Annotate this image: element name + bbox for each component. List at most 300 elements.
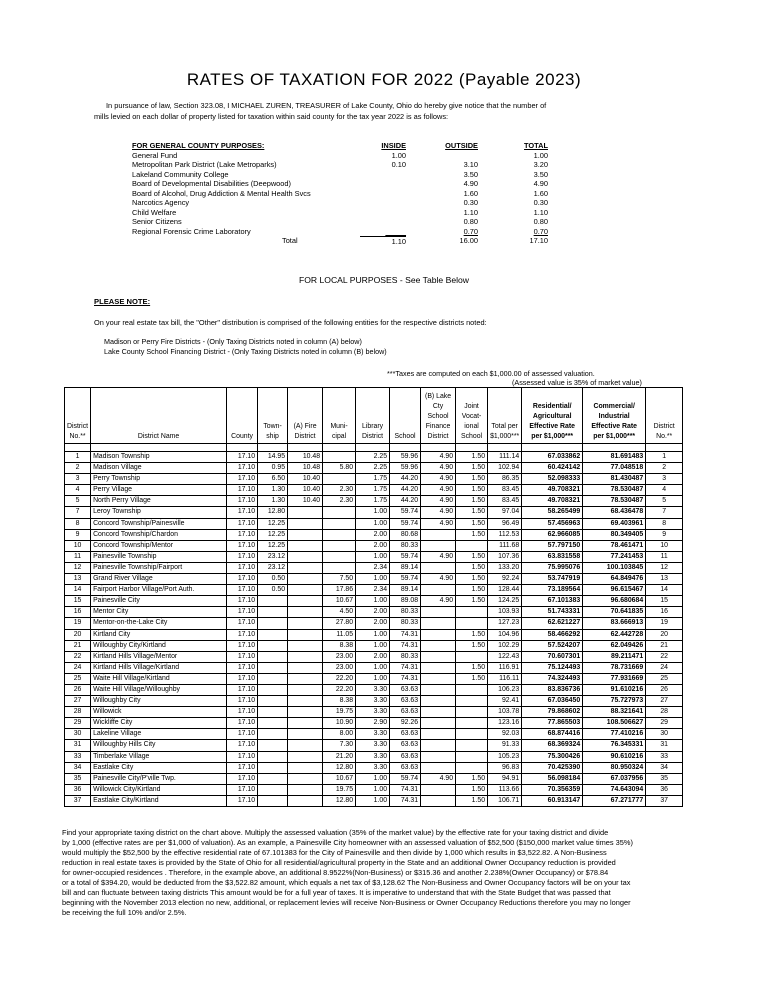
table-row xyxy=(65,651,683,662)
table-cell: 36 xyxy=(646,784,683,795)
table-cell xyxy=(421,607,456,618)
general-total-cell: 1.00 xyxy=(533,150,548,160)
table-cell: 74.324493 xyxy=(522,673,583,684)
table-cell: 67.033862 xyxy=(522,452,583,463)
table-cell: 106.71 xyxy=(488,795,522,806)
table-cell xyxy=(288,596,323,607)
table-cell: 77.241453 xyxy=(583,551,646,562)
table-cell: 81.691483 xyxy=(583,452,646,463)
table-cell: 25 xyxy=(646,673,683,684)
table-cell: 4 xyxy=(646,485,683,496)
table-row xyxy=(65,618,683,629)
table-cell: 44.20 xyxy=(390,485,421,496)
table-cell xyxy=(258,729,288,740)
intro-line-1: In pursuance of law, Section 323.08, I MICHAEL ZUREN, TREASURER of Lake County, Ohio do hereby give notice that the number of xyxy=(106,101,547,110)
table-cell xyxy=(288,762,323,773)
table-cell: 17.10 xyxy=(227,707,258,718)
table-cell: 19.75 xyxy=(323,707,356,718)
table-cell: 7.30 xyxy=(323,740,356,751)
intro-line-2: mills levied on each dollar of property listed for taxation within said county for the tax year 2022 is as follows: xyxy=(94,112,449,121)
table-cell: 1.50 xyxy=(456,784,488,795)
table-cell: 21 xyxy=(646,640,683,651)
table-cell xyxy=(288,740,323,751)
table-cell: 1.50 xyxy=(456,518,488,529)
table-cell xyxy=(456,718,488,729)
table-cell xyxy=(421,729,456,740)
table-header-cell: District Name xyxy=(91,388,227,444)
table-cell: 12.80 xyxy=(323,762,356,773)
table-cell: 63.63 xyxy=(390,707,421,718)
general-row xyxy=(132,208,552,218)
table-cell: 1.50 xyxy=(456,795,488,806)
table-cell: 8.38 xyxy=(323,696,356,707)
table-cell: 15 xyxy=(646,596,683,607)
table-cell: Perry Village xyxy=(91,485,227,496)
table-cell: 96.615467 xyxy=(583,585,646,596)
table-cell: 74.31 xyxy=(390,795,421,806)
table-cell: 80.349405 xyxy=(583,529,646,540)
table-cell: 83.45 xyxy=(488,485,522,496)
table-cell: 104.96 xyxy=(488,629,522,640)
table-cell: 62.442728 xyxy=(583,629,646,640)
general-total-label: Total xyxy=(282,236,298,245)
table-cell: 35 xyxy=(65,773,91,784)
table-cell: 24 xyxy=(65,662,91,673)
table-cell: 17.10 xyxy=(227,518,258,529)
table-cell: 2 xyxy=(65,463,91,474)
table-cell: 6.50 xyxy=(258,474,288,485)
table-cell: 69.403961 xyxy=(583,518,646,529)
table-cell: Mentor City xyxy=(91,607,227,618)
table-cell: 5 xyxy=(646,496,683,507)
table-cell: 124.25 xyxy=(488,596,522,607)
table-row xyxy=(65,474,683,485)
table-cell: 1.50 xyxy=(456,574,488,585)
table-cell: 22.20 xyxy=(323,684,356,695)
table-cell: Painesville Township xyxy=(91,551,227,562)
table-cell: 17.10 xyxy=(227,529,258,540)
general-total-cell: 0.70 xyxy=(533,226,548,236)
table-cell: 17.10 xyxy=(227,662,258,673)
table-cell: 83.836736 xyxy=(522,684,583,695)
table-cell xyxy=(288,729,323,740)
table-cell: 5 xyxy=(65,496,91,507)
intro-paragraph xyxy=(94,100,694,122)
table-cell: 17.10 xyxy=(227,640,258,651)
table-cell xyxy=(456,729,488,740)
table-cell xyxy=(421,684,456,695)
table-cell xyxy=(456,684,488,695)
table-cell xyxy=(421,562,456,573)
table-cell xyxy=(323,452,356,463)
table-row xyxy=(65,740,683,751)
table-cell xyxy=(258,640,288,651)
table-cell xyxy=(421,529,456,540)
table-row xyxy=(65,452,683,463)
table-cell xyxy=(323,540,356,551)
table-cell: Kirtland City xyxy=(91,629,227,640)
table-header-cell: Commercial/ Industrial Effective Rate per $1,000*** xyxy=(583,388,646,444)
table-cell: 97.04 xyxy=(488,507,522,518)
table-cell xyxy=(288,585,323,596)
table-cell xyxy=(288,551,323,562)
table-cell: 19.75 xyxy=(323,784,356,795)
table-cell: Grand River Village xyxy=(91,574,227,585)
table-cell: Leroy Township xyxy=(91,507,227,518)
table-header-cell: School xyxy=(390,388,421,444)
table-cell xyxy=(258,696,288,707)
general-total-total: 17.10 xyxy=(529,236,548,245)
table-cell: Eastlake City/Kirtland xyxy=(91,795,227,806)
table-header-cell: Joint Vocat-ional School xyxy=(456,388,488,444)
table-cell: 1.50 xyxy=(456,629,488,640)
table-cell xyxy=(258,795,288,806)
table-cell: 21 xyxy=(65,640,91,651)
table-header-row xyxy=(65,388,683,444)
table-cell: 105.23 xyxy=(488,751,522,762)
table-cell xyxy=(421,707,456,718)
table-cell xyxy=(323,562,356,573)
assessed-value-note: (Assessed value is 35% of market value) xyxy=(512,378,642,387)
general-outside-cell: 0.30 xyxy=(463,198,478,207)
table-cell: 17.86 xyxy=(323,585,356,596)
explanation-line: for owner-occupied residences . Therefore, in the example above, an additional 8.9522%(Non-Business) or $315.36 and another 2.238%(Owner Occupancy) or $78.84 xyxy=(62,868,609,877)
table-cell: 25 xyxy=(65,673,91,684)
general-total-cell: 1.10 xyxy=(533,207,548,217)
table-cell: 58.466292 xyxy=(522,629,583,640)
table-row xyxy=(65,485,683,496)
general-row xyxy=(132,227,552,237)
table-cell: 10.67 xyxy=(323,773,356,784)
table-cell xyxy=(288,718,323,729)
table-cell: 75.300426 xyxy=(522,751,583,762)
table-cell: Fairport Harbor Village/Port Auth. xyxy=(91,585,227,596)
table-row xyxy=(65,463,683,474)
table-cell: 24 xyxy=(646,662,683,673)
table-cell: 12.25 xyxy=(258,540,288,551)
table-cell: 67.271777 xyxy=(583,795,646,806)
table-cell: 59.74 xyxy=(390,773,421,784)
table-cell: 7 xyxy=(65,507,91,518)
table-row xyxy=(65,540,683,551)
table-cell xyxy=(288,529,323,540)
table-cell: 8 xyxy=(65,518,91,529)
table-cell: 27 xyxy=(646,696,683,707)
table-cell: 7.50 xyxy=(323,574,356,585)
table-row xyxy=(65,496,683,507)
table-cell: 2.34 xyxy=(356,585,390,596)
table-cell: Madison Village xyxy=(91,463,227,474)
table-cell: 83.666913 xyxy=(583,618,646,629)
table-cell: 86.35 xyxy=(488,474,522,485)
table-cell: 27 xyxy=(65,696,91,707)
table-cell: Waite Hill Village/Kirtland xyxy=(91,673,227,684)
table-cell: 1.50 xyxy=(456,551,488,562)
table-cell xyxy=(258,718,288,729)
table-cell: 112.53 xyxy=(488,529,522,540)
general-label-cell: Regional Forensic Crime Laboratory xyxy=(132,226,251,236)
general-outside-cell: 0.80 xyxy=(463,217,478,226)
explanation-line: would multiply the $52,500 by the effective residential rate of 67.101383 for the City of Painesville and then divide by 1,000 which results in $3,522.82. A Non-Business xyxy=(62,848,607,857)
explanation-line: be receiving the full 10% and/or 2.5%. xyxy=(62,908,187,917)
table-cell: 70.641835 xyxy=(583,607,646,618)
table-row xyxy=(65,718,683,729)
table-cell: 107.36 xyxy=(488,551,522,562)
table-cell: 63.63 xyxy=(390,762,421,773)
table-cell: 2.30 xyxy=(323,485,356,496)
table-cell: 62.049426 xyxy=(583,640,646,651)
table-cell xyxy=(288,540,323,551)
general-row xyxy=(132,189,552,199)
table-cell xyxy=(288,707,323,718)
table-cell: 28 xyxy=(646,707,683,718)
table-cell: 17.10 xyxy=(227,618,258,629)
table-cell: 75.727973 xyxy=(583,696,646,707)
general-header-row xyxy=(132,141,552,151)
table-cell: 1.30 xyxy=(258,485,288,496)
table-cell: 128.44 xyxy=(488,585,522,596)
table-cell: Concord Township/Painesville xyxy=(91,518,227,529)
table-cell: 33 xyxy=(65,751,91,762)
table-cell: 1.75 xyxy=(356,485,390,496)
table-cell: 1 xyxy=(65,452,91,463)
table-cell xyxy=(288,684,323,695)
table-cell: Madison Township xyxy=(91,452,227,463)
table-cell: 1 xyxy=(646,452,683,463)
table-cell: 2.25 xyxy=(356,452,390,463)
table-cell: 4.90 xyxy=(421,551,456,562)
table-cell: 8.38 xyxy=(323,640,356,651)
table-cell: Eastlake City xyxy=(91,762,227,773)
table-cell xyxy=(456,607,488,618)
table-cell: 1.00 xyxy=(356,784,390,795)
table-cell: 57.524207 xyxy=(522,640,583,651)
table-cell: 17.10 xyxy=(227,496,258,507)
table-cell: 89.14 xyxy=(390,562,421,573)
table-cell: 30 xyxy=(65,729,91,740)
table-cell: 77.865503 xyxy=(522,718,583,729)
table-cell: 75.124493 xyxy=(522,662,583,673)
local-purposes-heading: FOR LOCAL PURPOSES - See Table Below xyxy=(298,275,470,285)
table-cell xyxy=(421,795,456,806)
table-cell: 1.50 xyxy=(456,585,488,596)
table-cell: 80.33 xyxy=(390,651,421,662)
table-cell: 17.10 xyxy=(227,551,258,562)
table-cell: Timberlake Village xyxy=(91,751,227,762)
general-total-cell: 3.20 xyxy=(533,160,548,169)
table-cell: 67.036450 xyxy=(522,696,583,707)
table-cell: 1.00 xyxy=(356,773,390,784)
table-cell: 16 xyxy=(646,607,683,618)
general-total-row xyxy=(132,236,552,246)
table-cell: 23.12 xyxy=(258,551,288,562)
table-cell: 74.31 xyxy=(390,673,421,684)
general-total-cell: 0.80 xyxy=(533,217,548,226)
table-cell: 4.90 xyxy=(421,474,456,485)
table-header-cell: (A) Fire District xyxy=(288,388,323,444)
table-cell: 17.10 xyxy=(227,740,258,751)
table-cell: 59.96 xyxy=(390,452,421,463)
general-outside-cell: 4.90 xyxy=(463,179,478,188)
table-cell: Willoughby City xyxy=(91,696,227,707)
general-row xyxy=(132,160,552,170)
general-label-cell: Board of Alcohol, Drug Addiction & Mental Health Svcs xyxy=(132,188,311,198)
table-cell: 13 xyxy=(65,574,91,585)
table-cell: 89.08 xyxy=(390,596,421,607)
table-cell: Willowick City/Kirtland xyxy=(91,784,227,795)
explanation-paragraph xyxy=(62,828,716,918)
table-cell xyxy=(288,696,323,707)
table-cell: 79.868602 xyxy=(522,707,583,718)
rates-table xyxy=(64,387,683,807)
table-cell: Concord Township/Mentor xyxy=(91,540,227,551)
table-cell: 9 xyxy=(646,529,683,540)
taxes-computed-note: ***Taxes are computed on each $1,000.00 of assessed valuation. xyxy=(387,369,595,378)
general-inside-cell: 1.00 xyxy=(391,150,406,160)
general-inside-cell: _____ xyxy=(385,226,406,236)
table-cell: 62.621227 xyxy=(522,618,583,629)
table-cell: 73.189564 xyxy=(522,585,583,596)
table-cell: 35 xyxy=(646,773,683,784)
table-row xyxy=(65,607,683,618)
table-cell: 17.10 xyxy=(227,607,258,618)
table-cell: 1.00 xyxy=(356,662,390,673)
table-cell xyxy=(288,773,323,784)
table-row xyxy=(65,696,683,707)
table-cell xyxy=(421,762,456,773)
table-cell: 2.00 xyxy=(356,651,390,662)
table-cell: 96.680684 xyxy=(583,596,646,607)
table-cell: 49.708321 xyxy=(522,485,583,496)
table-cell: 17.10 xyxy=(227,762,258,773)
table-cell: 63.63 xyxy=(390,740,421,751)
general-rows xyxy=(132,151,552,237)
table-cell xyxy=(288,651,323,662)
table-cell xyxy=(258,773,288,784)
table-cell: 3.30 xyxy=(356,751,390,762)
table-cell xyxy=(421,740,456,751)
table-cell: 10.90 xyxy=(323,718,356,729)
table-cell: 10 xyxy=(646,540,683,551)
table-cell: 77.410216 xyxy=(583,729,646,740)
explanation-line: bill and can fluctuate between taxing districts This amount would be for a full year of taxes. It is imperative to understand that with the State Budget that was passed that xyxy=(62,888,611,897)
table-cell xyxy=(421,696,456,707)
table-cell: 113.66 xyxy=(488,784,522,795)
table-cell: 67.101383 xyxy=(522,596,583,607)
table-header-cell: District No.** xyxy=(65,388,91,444)
table-cell: 77.048518 xyxy=(583,463,646,474)
table-cell xyxy=(421,640,456,651)
table-cell: 26 xyxy=(646,684,683,695)
table-cell: 4.90 xyxy=(421,518,456,529)
table-cell: Painesville City/P'ville Twp. xyxy=(91,773,227,784)
table-cell: 70.356359 xyxy=(522,784,583,795)
table-cell xyxy=(421,718,456,729)
table-cell: 68.874416 xyxy=(522,729,583,740)
table-cell: 1.00 xyxy=(356,507,390,518)
table-cell: 1.50 xyxy=(456,529,488,540)
table-cell: 1.00 xyxy=(356,673,390,684)
general-label-cell: Narcotics Agency xyxy=(132,198,190,207)
table-cell: 8.00 xyxy=(323,729,356,740)
table-cell: 12.80 xyxy=(258,507,288,518)
general-row xyxy=(132,170,552,180)
general-outside-cell: 0.70 xyxy=(463,226,478,236)
table-cell: 91.610216 xyxy=(583,684,646,695)
table-cell: Wickliffe City xyxy=(91,718,227,729)
table-cell: 1.50 xyxy=(456,562,488,573)
table-cell: 17.10 xyxy=(227,585,258,596)
table-cell xyxy=(258,762,288,773)
general-total-cell: 0.30 xyxy=(533,198,548,207)
table-cell: 20 xyxy=(65,629,91,640)
explanation-line: by 1,000 (effective rates are per $1,000 of valuation). As an example, a Painesville City homeowner with an assessed valuation of $52,500 ($150,000 market value times 35%) xyxy=(62,838,633,847)
table-cell xyxy=(421,651,456,662)
table-cell: 12 xyxy=(646,562,683,573)
table-cell: Painesville City xyxy=(91,596,227,607)
table-cell: 17.10 xyxy=(227,718,258,729)
explanation-line: or a total of $394.20, would be deducted from the $3,522.82 amount, which equals a net tax of $3,128.62 The Non-Business and Owner Occupancy factors will be on your tax xyxy=(62,878,631,887)
table-cell: Willoughby Hills City xyxy=(91,740,227,751)
table-row xyxy=(65,707,683,718)
general-outside-cell: 3.50 xyxy=(463,169,478,179)
table-cell: 76.345331 xyxy=(583,740,646,751)
table-cell: 92.24 xyxy=(488,574,522,585)
table-cell: 3.30 xyxy=(356,707,390,718)
table-spacer-row xyxy=(65,444,683,452)
table-header-cell: Town-ship xyxy=(258,388,288,444)
table-cell: 7 xyxy=(646,507,683,518)
general-header-outside: OUTSIDE xyxy=(445,141,478,150)
table-cell xyxy=(288,795,323,806)
table-cell: 106.23 xyxy=(488,684,522,695)
table-cell: 57.797150 xyxy=(522,540,583,551)
table-cell: 1.00 xyxy=(356,518,390,529)
table-row xyxy=(65,751,683,762)
table-cell: 10.48 xyxy=(288,452,323,463)
table-header-cell: County xyxy=(227,388,258,444)
table-row xyxy=(65,551,683,562)
page-title: RATES OF TAXATION FOR 2022 (Payable 2023) xyxy=(186,70,582,89)
table-cell: 81.430487 xyxy=(583,474,646,485)
table-cell: 1.50 xyxy=(456,673,488,684)
table-cell: 52.098333 xyxy=(522,474,583,485)
table-cell: 80.950324 xyxy=(583,762,646,773)
general-label-cell: Child Welfare xyxy=(132,207,177,217)
table-cell: 37 xyxy=(646,795,683,806)
table-cell: 4.90 xyxy=(421,574,456,585)
table-cell: 12.80 xyxy=(323,795,356,806)
table-cell: 17.10 xyxy=(227,574,258,585)
table-cell: 116.91 xyxy=(488,662,522,673)
table-cell: 22 xyxy=(65,651,91,662)
table-cell: 8 xyxy=(646,518,683,529)
general-county-purposes xyxy=(132,141,552,246)
table-cell: 59.74 xyxy=(390,518,421,529)
table-cell: 1.00 xyxy=(356,795,390,806)
table-cell: 20 xyxy=(646,629,683,640)
table-cell xyxy=(421,662,456,673)
table-cell: 80.68 xyxy=(390,529,421,540)
table-cell: 17.10 xyxy=(227,684,258,695)
table-cell: Kirtland Hills Village/Kirtland xyxy=(91,662,227,673)
table-cell: 1.50 xyxy=(456,463,488,474)
table-cell: 90.610216 xyxy=(583,751,646,762)
table-cell: 67.037956 xyxy=(583,773,646,784)
table-cell: 3.30 xyxy=(356,729,390,740)
table-cell: 74.643094 xyxy=(583,784,646,795)
table-cell: 12.25 xyxy=(258,518,288,529)
